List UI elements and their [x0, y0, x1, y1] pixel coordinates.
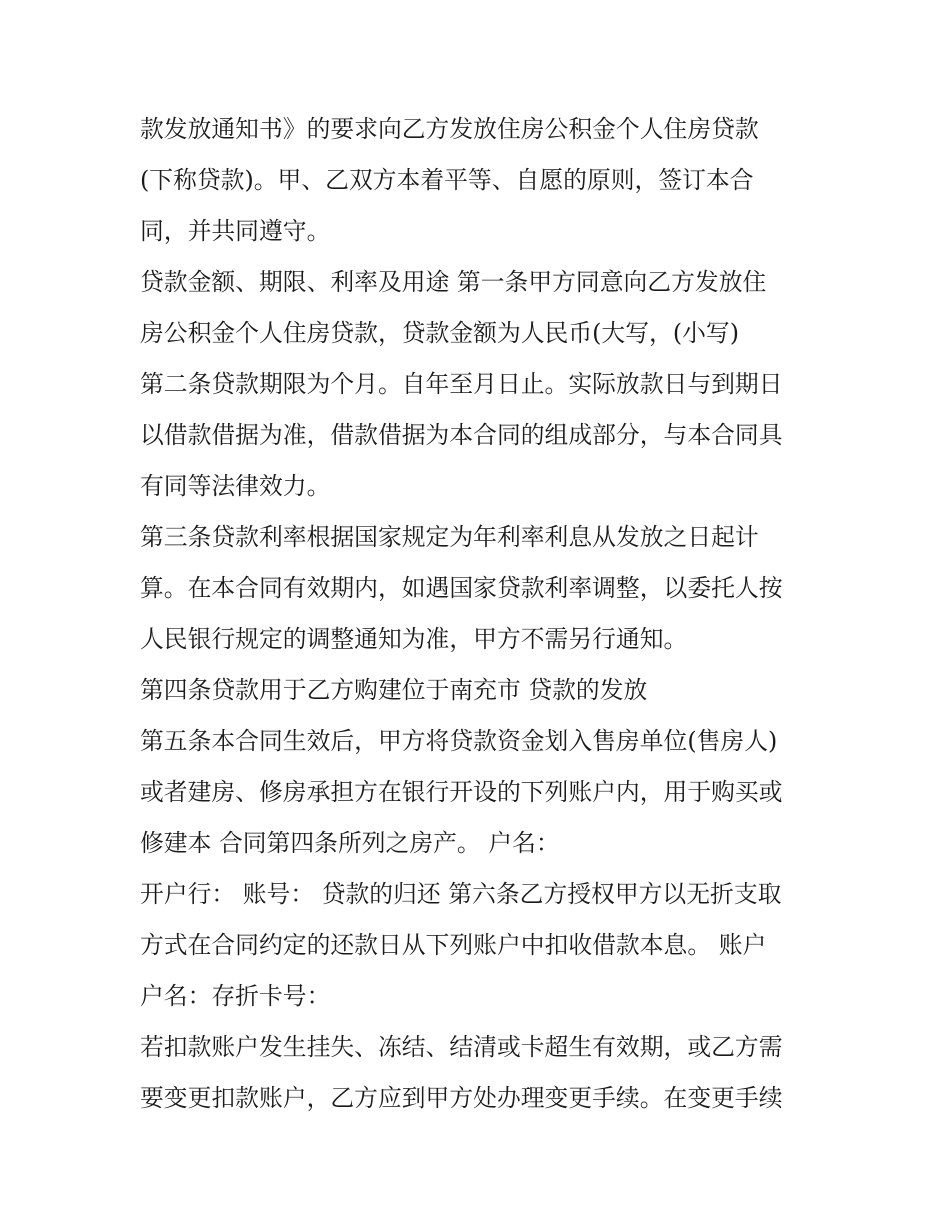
text-line: 或者建房、修房承担方在银行开设的下列账户内，用于购买或 — [140, 778, 783, 806]
text-line: 以借款借据为准，借款借据为本合同的组成部分，与本合同具 — [140, 421, 783, 449]
text-line: 第五条本合同生效后，甲方将贷款资金划入售房单位(售房人) — [140, 727, 778, 755]
text-line: 要变更扣款账户，乙方应到甲方处办理变更手续。在变更手续 — [140, 1084, 783, 1112]
text-line: 方式在合同约定的还款日从下列账户中扣收借款本息。 账户 — [140, 931, 767, 959]
text-line: 开户行： 账号： 贷款的归还 第六条乙方授权甲方以无折支取 — [140, 880, 782, 908]
text-line: 户名：存折卡号： — [140, 982, 331, 1010]
text-line: 同，并共同遵守。 — [140, 217, 331, 245]
text-line: 有同等法律效力。 — [140, 472, 331, 500]
text-line: 房公积金个人住房贷款，贷款金额为人民币(大写，(小写) — [140, 319, 739, 347]
text-line: 贷款金额、期限、利率及用途 第一条甲方同意向乙方发放住 — [140, 268, 767, 296]
text-line: (下称贷款)。甲、乙双方本着平等、自愿的原则，签订本合 — [140, 166, 754, 194]
text-line: 第二条贷款期限为个月。自年至月日止。实际放款日与到期日 — [140, 370, 783, 398]
text-line: 若扣款账户发生挂失、冻结、结清或卡超生有效期，或乙方需 — [140, 1033, 783, 1061]
text-line: 款发放通知书》的要求向乙方发放住房公积金个人住房贷款 — [140, 115, 759, 143]
text-line: 算。在本合同有效期内，如遇国家贷款利率调整，以委托人按 — [140, 574, 783, 602]
text-line: 修建本 合同第四条所列之房产。 户名： — [140, 829, 560, 857]
text-line: 人民银行规定的调整通知为准，甲方不需另行通知。 — [140, 625, 688, 653]
text-line: 第四条贷款用于乙方购建位于南充市 贷款的发放 — [140, 676, 648, 704]
text-line: 第三条贷款利率根据国家规定为年利率利息从发放之日起计 — [140, 523, 759, 551]
